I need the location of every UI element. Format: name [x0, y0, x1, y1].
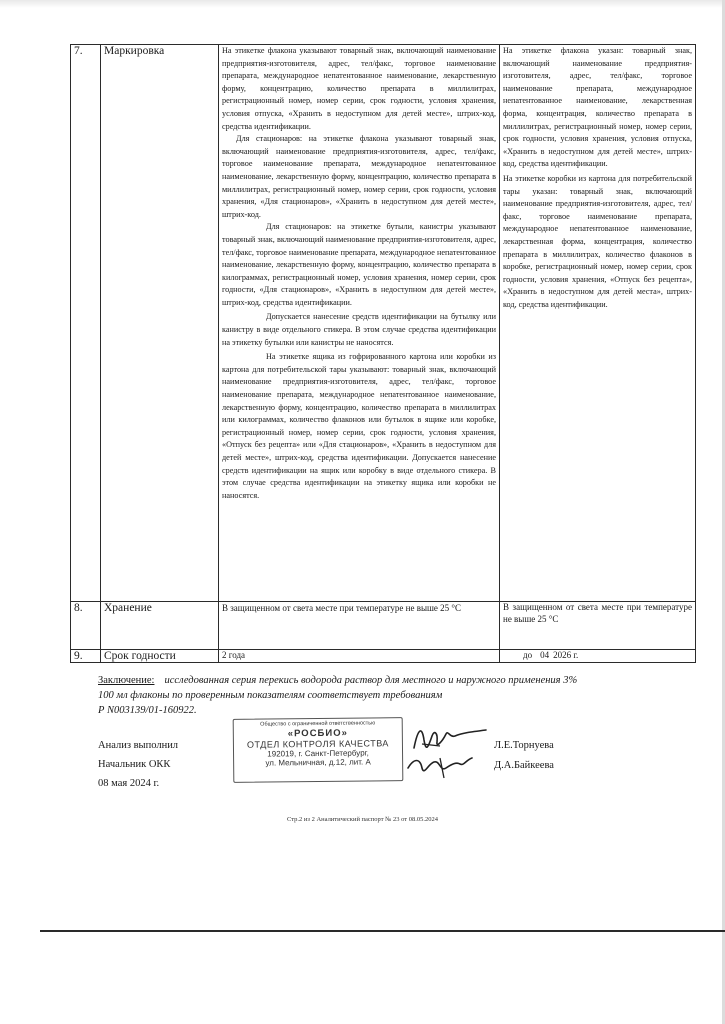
result-paragraph: На этикетке флакона указан: товарный знак, включающий наименование предприятия-изготовителя, адрес, тел/факс, торговое наименование препарата, международное непатентованное наименование, лекарственная форма, концентрация, количество препарата в миллилитрах, регистрационный номер, номер серии, срок годности, условия хранения, условия отпуска, «Хранить в недоступном для детей месте», штрих-код, средства идентификации. — [503, 46, 692, 169]
row-name: Срок годности — [101, 650, 219, 663]
stamp-line: Общество с ограниченной ответственностью — [260, 720, 376, 728]
scan-edge-bottom — [40, 930, 725, 932]
conclusion-label: Заключение: — [98, 675, 155, 686]
signature-names — [494, 736, 554, 776]
spec-paragraph: Для стационаров: на этикетке флакона указывают товарный знак, включающий наименование предприятия-изготовителя, адрес, тел/факс, торговое наименование препарата, международное непатентованное наименование, лекарственную форму, концентрацию, количество препарата в миллилитрах, регистрационный номер, номер серии, срок годности, условия хранения, «Для стационаров», «Хранить в недоступном для детей месте», штрих-код. — [222, 134, 496, 219]
shelf-life-requirement: 2 года — [219, 650, 500, 663]
row-number: 9. — [71, 650, 101, 663]
performer-name: Л.Е.Торнуева — [494, 740, 554, 751]
spec-paragraph: Для стационаров: на этикетке бутыли, канистры указывают товарный знак, включающий наименование предприятия-изготовителя, адрес, тел/факс, торговое наименование препарата, международное непатентованное наименование, лекарственную форму, концентрацию, количество препарата в килограммах, регистрационный номер, условия хранения, номер серии, срок годности, «Для стационаров», «Хранить в недоступном для детей месте», штрих-код, средства идентификации. — [222, 222, 496, 307]
specification-table — [70, 44, 696, 663]
shelf-prefix: до — [523, 650, 533, 660]
head-label: Начальник ОКК — [98, 759, 171, 770]
row-name: Маркировка — [101, 45, 219, 602]
conclusion-text-2: 100 мл флаконы по проверенным показателям соответствует требованиям — [98, 690, 443, 701]
storage-result: В защищенном от света месте при температуре не выше 25 °С — [500, 602, 696, 650]
table-row-storage — [71, 602, 696, 650]
conclusion-line-1 — [98, 673, 628, 688]
table-row-shelf-life — [71, 650, 696, 663]
conclusion-text-3: Р N003139/01-160922. — [98, 705, 197, 716]
spec-paragraph: На этикетке ящика из гофрированного картона или коробки из картона для потребительской тары указывают: товарный знак, включающий наименование предприятия-изготовителя, адрес, тел/факс, торговое наименование препарата, международное непатентованное наименование, лекарственную форму, концентрацию, количество препарата в миллилитрах или килограммах, количество флаконов или бутылок в ящике или коробке, регистрационный номер, номер серии, срок годности, условия хранения, «Отпуск без рецепта» или «Для стационаров», «Хранить в недоступном для детей месте», штрих-код, средства идентификации. Допускается нанесение средств идентификации на ящик или коробку в виде отдельного стикера. В этом случае средства идентификации на этикетку ящика или коробки не наносятся. — [222, 352, 496, 500]
table-row-marking — [71, 45, 696, 602]
storage-requirement: В защищенном от света месте при температуре не выше 25 °С — [219, 602, 500, 650]
shelf-life-value — [523, 650, 578, 661]
stamp-line: «РОСБИО» — [287, 727, 348, 740]
shelf-month: 04 — [540, 650, 550, 660]
row-number: 7. — [71, 45, 101, 602]
row-number: 8. — [71, 602, 101, 650]
stamp-line: ул. Мельничная, д.12, лит. А — [265, 757, 371, 768]
stamp-line: ОТДЕЛ КОНТРОЛЯ КАЧЕСТВА — [246, 738, 389, 750]
result-paragraph: На этикетке коробки из картона для потребительской тары указан: товарный знак, включающий наименование предприятия-изготовителя, адрес, тел/факс, торговое наименование препарата, международное непатентованное наименование, лекарственная форма, концентрация, количество препарата в миллилитрах, количество флаконов в коробке, регистрационный номер, номер серии, срок годности, условия хранения, «Отпуск без рецепта», «Хранить в недоступном для детей места», штрих-код, средства идентификации. — [503, 173, 692, 309]
row-name: Хранение — [101, 602, 219, 650]
shelf-life-result — [500, 650, 696, 663]
page-footer: Стр.2 из 2 Аналитический паспорт № 23 от 08.05.2024 — [286, 816, 438, 823]
shelf-year: 2026 г. — [553, 650, 579, 660]
head-name: Д.А.Байкеева — [494, 760, 554, 771]
quality-control-stamp — [233, 717, 404, 783]
scan-edge-top — [0, 0, 725, 8]
conclusion — [98, 673, 628, 718]
marking-requirements — [219, 45, 500, 602]
signature-date: 08 мая 2024 г. — [98, 778, 160, 789]
stamp-line: 192019, г. Санкт-Петербург, — [267, 748, 369, 759]
handwritten-signatures — [400, 718, 490, 786]
performed-label: Анализ выполнил — [98, 740, 179, 751]
signature-labels — [98, 736, 178, 793]
spec-paragraph: На этикетке флакона указывают товарный знак, включающий наименование предприятия-изготовителя, адрес, тел/факс, торговое наименование препарата, международное непатентованное наименование, лекарственную форму, концентрацию, количество препарата в миллилитрах, регистрационный номер, номер серии, срок годности, условия хранения, условия отпуска, «Хранить в недоступном для детей месте», штрих-код, средства идентификации. — [222, 46, 496, 131]
conclusion-text-1: исследованная серия перекись водорода раствор для местного и наружного применения 3% — [164, 675, 578, 686]
marking-results — [500, 45, 696, 602]
spec-paragraph: Допускается нанесение средств идентификации на бутылку или канистру в виде отдельного стикера. В этом случае средства идентификации на этикетку бутылки или канистры не наносятся. — [222, 312, 496, 347]
